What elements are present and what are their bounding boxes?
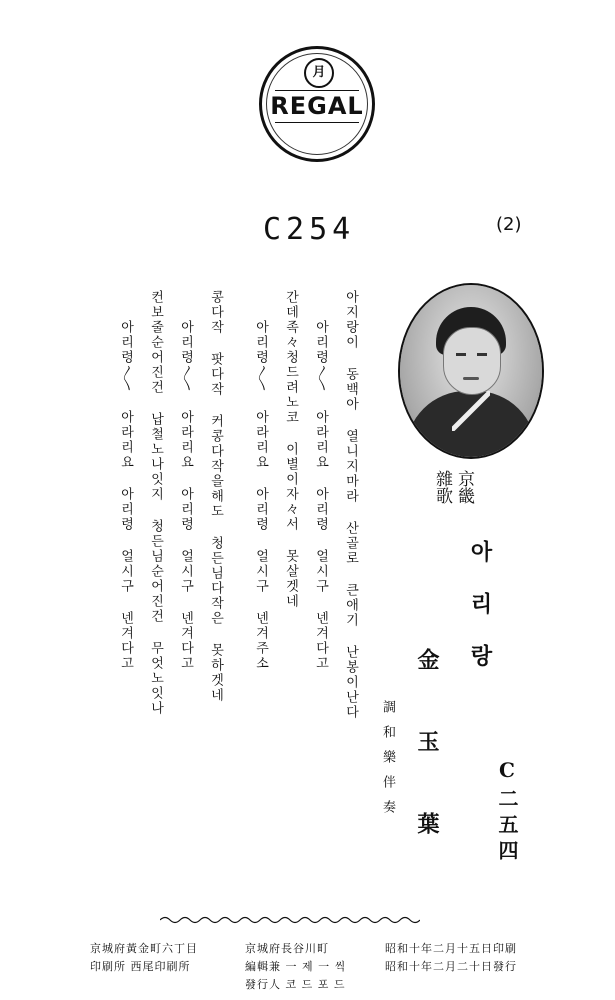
label-rule-bottom [275, 122, 359, 123]
catalog-number: C254 [263, 212, 356, 247]
footer-printer-address: 京城府黃金町六丁目 [90, 942, 198, 955]
song-title: 아리랑 [467, 540, 493, 696]
label-emblem: 月 [304, 58, 334, 88]
footer-divider-wave [160, 914, 420, 926]
genre-line-1: 京畿 [454, 470, 474, 504]
accompaniment: 調和樂伴奏 [380, 700, 395, 825]
label-rule-top [275, 90, 359, 91]
footer-publisher-address: 京城府長谷川町 [245, 942, 329, 955]
genre-line-2: 雜歌 [432, 470, 452, 504]
footer-print-date: 昭和十年二月十五日印刷 [385, 942, 517, 955]
footer-printer-name: 印刷所 西尾印刷所 [90, 960, 191, 973]
catalog-kanji: C二五四 [495, 758, 519, 866]
footer-publisher-editor: 編輯兼 一 제 一 씩 [245, 960, 347, 973]
footer-publisher-name: 發行人 코 드 포 드 [245, 978, 346, 991]
label-brand: REGAL [270, 92, 364, 120]
lyric-line-8: 아리령〳〵 아라리요 아리령 얼시구 넨겨다고 [118, 320, 133, 671]
regal-label-logo [259, 46, 375, 162]
footer-publish-date: 昭和十年二月二十日發行 [385, 960, 517, 973]
lyric-line-4: 아리령〳〵 아라리요 아리령 얼시구 넨겨주소 [253, 320, 268, 671]
lyric-line-2: 아리령〳〵 아라리요 아리령 얼시구 넨겨다고 [313, 320, 328, 671]
lyric-line-5: 콩다작 팟다작 커콩다작을해도 청든님다작은 못하겟네 [208, 290, 223, 703]
performer-portrait [398, 283, 544, 459]
lyric-line-3: 간데족々청드려노코 이별이자々서 못살겟네 [283, 290, 298, 609]
performer-name: 金玉葉 [414, 648, 440, 894]
lyric-line-1: 아지랑이 동백아 열니지마라 산골로 큰애기 난봉이난다 [343, 290, 358, 720]
side-number: (2) [496, 214, 522, 235]
lyric-line-7: 컨보줄순어진건 납철노나잇지 청든님순어진건 무엇노잇나 [148, 290, 163, 716]
lyric-line-6: 아리령〳〵 아라리요 아리령 얼시구 넨겨다고 [178, 320, 193, 671]
